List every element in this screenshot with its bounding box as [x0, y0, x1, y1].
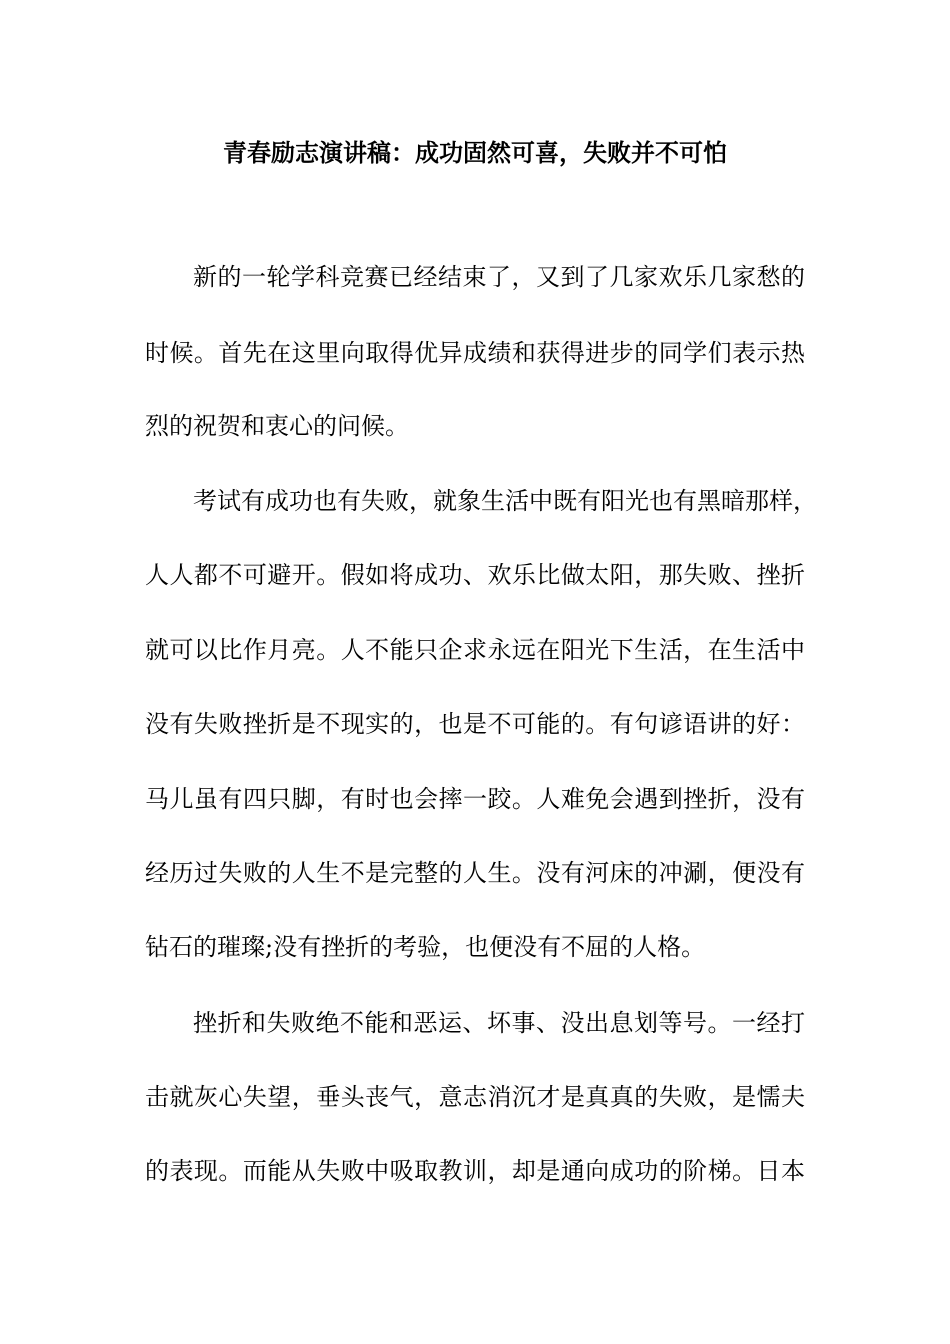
paragraph-2-line-4: 没有失败挫折是不现实的，也是不可能的。有句谚语讲的好：	[145, 710, 805, 738]
document-title: 青春励志演讲稿：成功固然可喜，失败并不可怕	[223, 139, 727, 167]
paragraph-2-line-6: 经历过失败的人生不是完整的人生。没有河床的冲涮，便没有	[145, 859, 805, 887]
paragraph-1-line-3: 烈的祝贺和衷心的问候。	[145, 412, 409, 440]
paragraph-3-line-3: 的表现。而能从失败中吸取教训，却是通向成功的阶梯。日本	[145, 1157, 805, 1185]
paragraph-3-line-2: 击就灰心失望，垂头丧气，意志消沉才是真真的失败，是懦夫	[145, 1083, 805, 1111]
paragraph-2-line-7: 钻石的璀璨;没有挫折的考验，也便没有不屈的人格。	[145, 933, 706, 961]
paragraph-1-line-1: 新的一轮学科竞赛已经结束了，又到了几家欢乐几家愁的	[193, 263, 805, 291]
paragraph-2-line-3: 就可以比作月亮。人不能只企求永远在阳光下生活，在生活中	[145, 636, 805, 664]
paragraph-2-line-2: 人人都不可避开。假如将成功、欢乐比做太阳，那失败、挫折	[145, 561, 805, 589]
paragraph-3-line-1: 挫折和失败绝不能和恶运、坏事、没出息划等号。一经打	[193, 1009, 805, 1037]
paragraph-2-line-5: 马儿虽有四只脚，有时也会摔一跤。人难免会遇到挫折，没有	[145, 785, 805, 813]
paragraph-2-line-1: 考试有成功也有失败，就象生活中既有阳光也有黑暗那样，	[193, 487, 817, 515]
paragraph-1-line-2: 时候。首先在这里向取得优异成绩和获得进步的同学们表示热	[145, 339, 805, 367]
